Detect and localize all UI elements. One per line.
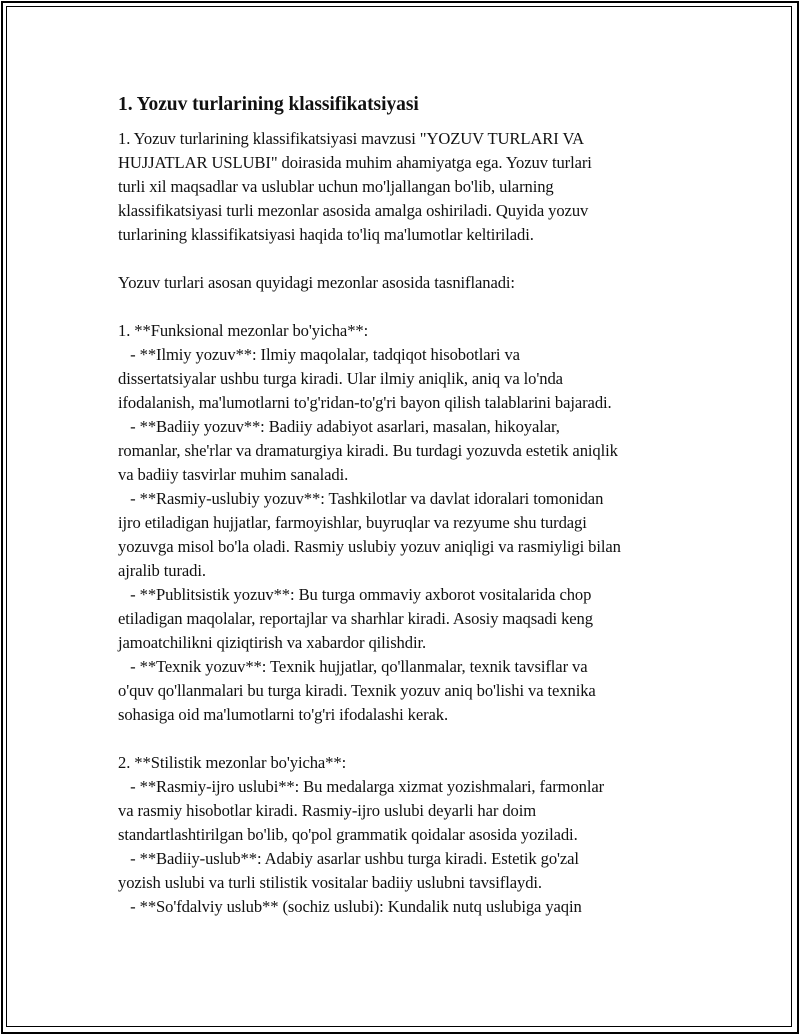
text-line: va rasmiy hisobotlar kiradi. Rasmiy-ijro uslubi deyarli har doim <box>118 801 537 820</box>
blank-line <box>118 295 698 319</box>
text-line: yozish uslubi va turli stilistik vositalar badiiy uslubni tavsiflaydi. <box>118 873 542 892</box>
section-heading: 1. Yozuv turlarining klassifikatsiyasi <box>118 94 419 115</box>
blank-line <box>118 247 698 271</box>
text-line: va badiiy tasvirlar muhim sanaladi. <box>118 465 349 484</box>
text-line: 1. **Funksional mezonlar bo'yicha**: <box>118 321 369 340</box>
text-line: turli xil maqsadlar va uslublar uchun mo'ljallangan bo'lib, ularning <box>118 177 554 196</box>
text-line: HUJJATLAR USLUBI" doirasida muhim ahamiyatga ega. Yozuv turlari <box>118 153 592 172</box>
text-line: - **Publitsistik yozuv**: Bu turga ommaviy axborot vositalarida chop <box>118 585 592 604</box>
text-line: - **So'fdalviy uslub** (sochiz uslubi): Kundalik nutq uslubiga yaqin <box>118 897 582 916</box>
text-line: 2. **Stilistik mezonlar bo'yicha**: <box>118 753 347 772</box>
text-line: ifodalanish, ma'lumotlarni to'g'ridan-to'g'ri bayon qilish talablarini bajaradi. <box>118 393 612 412</box>
text-line: - **Rasmiy-ijro uslubi**: Bu medalarga xizmat yozishmalari, farmonlar <box>118 777 605 796</box>
text-line: standartlashtirilgan bo'lib, qo'pol grammatik qoidalar asosida yoziladi. <box>118 825 578 844</box>
text-line: ajralib turadi. <box>118 561 206 580</box>
text-line: 1. Yozuv turlarining klassifikatsiyasi mavzusi "YOZUV TURLARI VA <box>118 129 585 148</box>
text-line: turlarining klassifikatsiyasi haqida to'liq ma'lumotlar keltiriladi. <box>118 225 534 244</box>
text-line: o'quv qo'llanmalari bu turga kiradi. Texnik yozuv aniq bo'lishi va texnika <box>118 681 596 700</box>
text-line: ijro etiladigan hujjatlar, farmoyishlar, buyruqlar va rezyume shu turdagi <box>118 513 587 532</box>
document-body <box>118 127 698 919</box>
blank-line <box>118 727 698 751</box>
text-line: dissertatsiyalar ushbu turga kiradi. Ular ilmiy aniqlik, aniq va lo'nda <box>118 369 563 388</box>
text-line: - **Badiiy yozuv**: Badiiy adabiyot asarlari, masalan, hikoyalar, <box>118 417 560 436</box>
text-line: - **Badiiy-uslub**: Adabiy asarlar ushbu turga kiradi. Estetik go'zal <box>118 849 579 868</box>
text-line: klassifikatsiyasi turli mezonlar asosida amalga oshiriladi. Quyida yozuv <box>118 201 589 220</box>
text-line: - **Ilmiy yozuv**: Ilmiy maqolalar, tadqiqot hisobotlari va <box>118 345 520 364</box>
text-line: - **Texnik yozuv**: Texnik hujjatlar, qo'llanmalar, texnik tavsiflar va <box>118 657 588 676</box>
document-page <box>118 92 698 919</box>
text-line: yozuvga misol bo'la oladi. Rasmiy uslubiy yozuv aniqligi va rasmiyligi bilan <box>118 537 621 556</box>
text-line: Yozuv turlari asosan quyidagi mezonlar asosida tasniflanadi: <box>118 273 515 292</box>
text-line: etiladigan maqolalar, reportajlar va sharhlar kiradi. Asosiy maqsadi keng <box>118 609 593 628</box>
text-line: romanlar, she'rlar va dramaturgiya kiradi. Bu turdagi yozuvda estetik aniqlik <box>118 441 618 460</box>
text-line: jamoatchilikni qiziqtirish va xabardor qilishdir. <box>118 633 427 652</box>
text-line: sohasiga oid ma'lumotlarni to'g'ri ifodalashi kerak. <box>118 705 449 724</box>
text-line: - **Rasmiy-uslubiy yozuv**: Tashkilotlar va davlat idoralari tomonidan <box>118 489 604 508</box>
